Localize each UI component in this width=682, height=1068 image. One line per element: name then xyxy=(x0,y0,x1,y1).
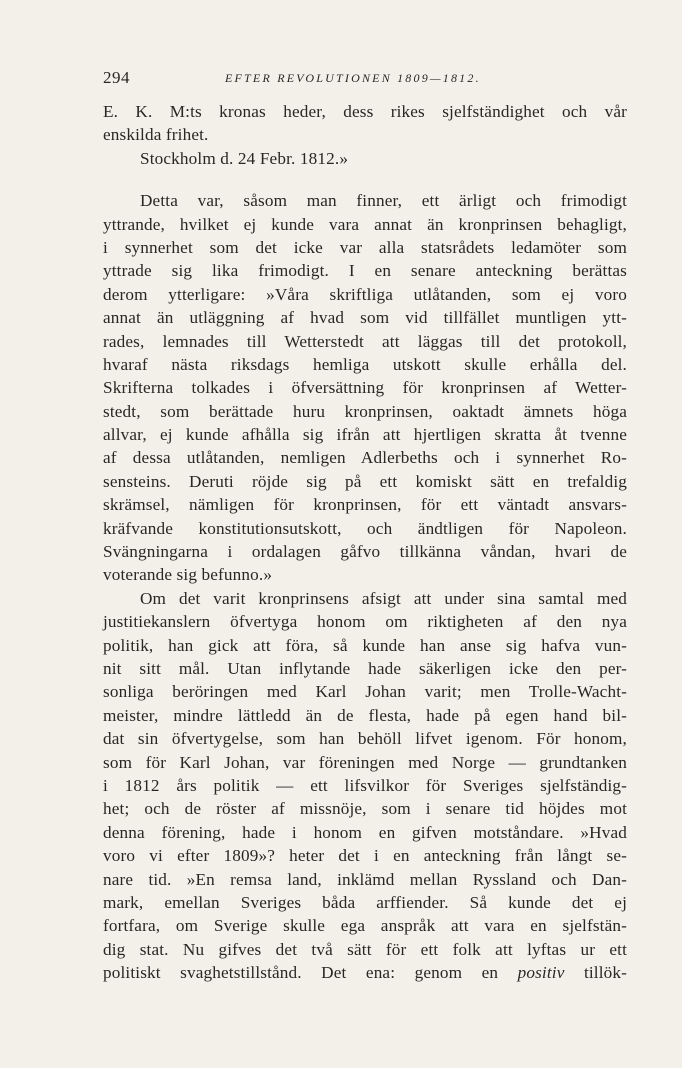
text-line: rades, lemnades till Wetterstedt att läggas till det protokoll, xyxy=(103,331,627,351)
text-line: justitiekanslern öfvertyga honom om riktigheten af den nya xyxy=(103,612,627,632)
text-line: sonliga beröringen med Karl Johan varit; men Trolle-Wacht- xyxy=(103,682,627,702)
text-line: i synnerhet som det icke var alla statsrådets ledamöter som xyxy=(103,237,627,257)
text-line: kräfvande konstitutionsutskott, och ändtligen för Napoleon. xyxy=(103,518,627,538)
text-line: derom ytterligare: »Våra skriftliga utlåtanden, som ej voro xyxy=(103,284,627,304)
text-line: hvaraf nästa riksdags hemliga utskott skulle erhålla del. xyxy=(103,354,627,374)
dateline: Stockholm d. 24 Febr. 1812.» xyxy=(140,148,349,168)
text-line: skrämsel, nämligen för kronprinsen, för ett väntadt ansvars- xyxy=(103,495,627,515)
text-line: yttrade sig lika frimodigt. I en senare anteckning berättas xyxy=(103,261,627,281)
text-line: E. K. M:ts kronas heder, dess rikes sjelfständighet och vår xyxy=(103,102,627,121)
text-line: sensteins. Deruti röjde sig på ett komiskt sätt en trefaldig xyxy=(103,471,627,491)
text-line: annat än utläggning af hvad som vid tillfället muntligen ytt- xyxy=(103,308,627,328)
paragraph-start: Detta var, såsom man finner, ett ärligt och frimodigt xyxy=(140,191,627,211)
text-line: af dessa utlåtanden, nemligen Adlerbeths och i synnerhet Ro- xyxy=(103,448,627,468)
text-line: meister, mindre lättledd än de flesta, hade på egen hand bil- xyxy=(103,705,627,725)
text-line: allvar, ej kunde afhålla sig ifrån att hjertligen skratta åt tvenne xyxy=(103,425,627,445)
page-number: 294 xyxy=(103,68,130,87)
final-line-end: tillök- xyxy=(564,963,628,983)
text-line: politik, han gick att föra, så kunde han anse sig hafva vun- xyxy=(103,635,627,655)
text-line: mark, emellan Sveriges båda arffiender. Så kunde det ej xyxy=(103,892,627,912)
text-line: yttrande, hvilket ej kunde vara annat än kronprinsen behagligt, xyxy=(103,214,627,234)
text-line: fortfara, om Sverige skulle ega anspråk att vara en sjelfstän- xyxy=(103,916,627,936)
text-line: Svängningarna i ordalagen gåfvo tillkänna våndan, hvari de xyxy=(103,542,627,562)
text-line: Skrifterna tolkades i öfversättning för kronprinsen af Wetter- xyxy=(103,378,627,398)
text-line: enskilda frihet. xyxy=(103,125,209,145)
italic-word: positiv xyxy=(517,963,565,983)
text-line: dig stat. Nu gifves det två sätt för ett folk att lyftas ur ett xyxy=(103,939,627,959)
text-line: stedt, som berättade huru kronprinsen, oaktadt ämnets höga xyxy=(103,401,627,421)
text-line: nit sitt mål. Utan inflytande hade säkerligen icke den per- xyxy=(103,658,627,678)
text-line: het; och de röster af missnöje, som i senare tid höjdes mot xyxy=(103,799,627,819)
text-line: voro vi efter 1809»? heter det i en anteckning från långt se- xyxy=(103,846,627,866)
text-line: som för Karl Johan, var föreningen med Norge — grundtanken xyxy=(103,752,627,772)
final-line-start: politiskt svaghetstillstånd. Det ena: genom en xyxy=(103,963,499,983)
page-header xyxy=(103,68,627,90)
final-text-line xyxy=(103,961,627,984)
text-line: voterande sig befunno.» xyxy=(103,565,273,585)
paragraph-start: Om det varit kronprinsens afsigt att under sina samtal med xyxy=(140,588,627,608)
body-text xyxy=(103,100,627,984)
text-line: dat sin öfvertygelse, som han behöll lifvet igenom. För honom, xyxy=(103,729,627,749)
text-line: i 1812 års politik — ett lifsvilkor för Sveriges sjelfständig- xyxy=(103,775,627,795)
text-line: nare tid. »En remsa land, inklämd mellan Ryssland och Dan- xyxy=(103,869,627,889)
running-title: EFTER REVOLUTIONEN 1809—1812. xyxy=(225,71,481,85)
text-line: denna förening, hade i honom en gifven motståndare. »Hvad xyxy=(103,822,627,842)
